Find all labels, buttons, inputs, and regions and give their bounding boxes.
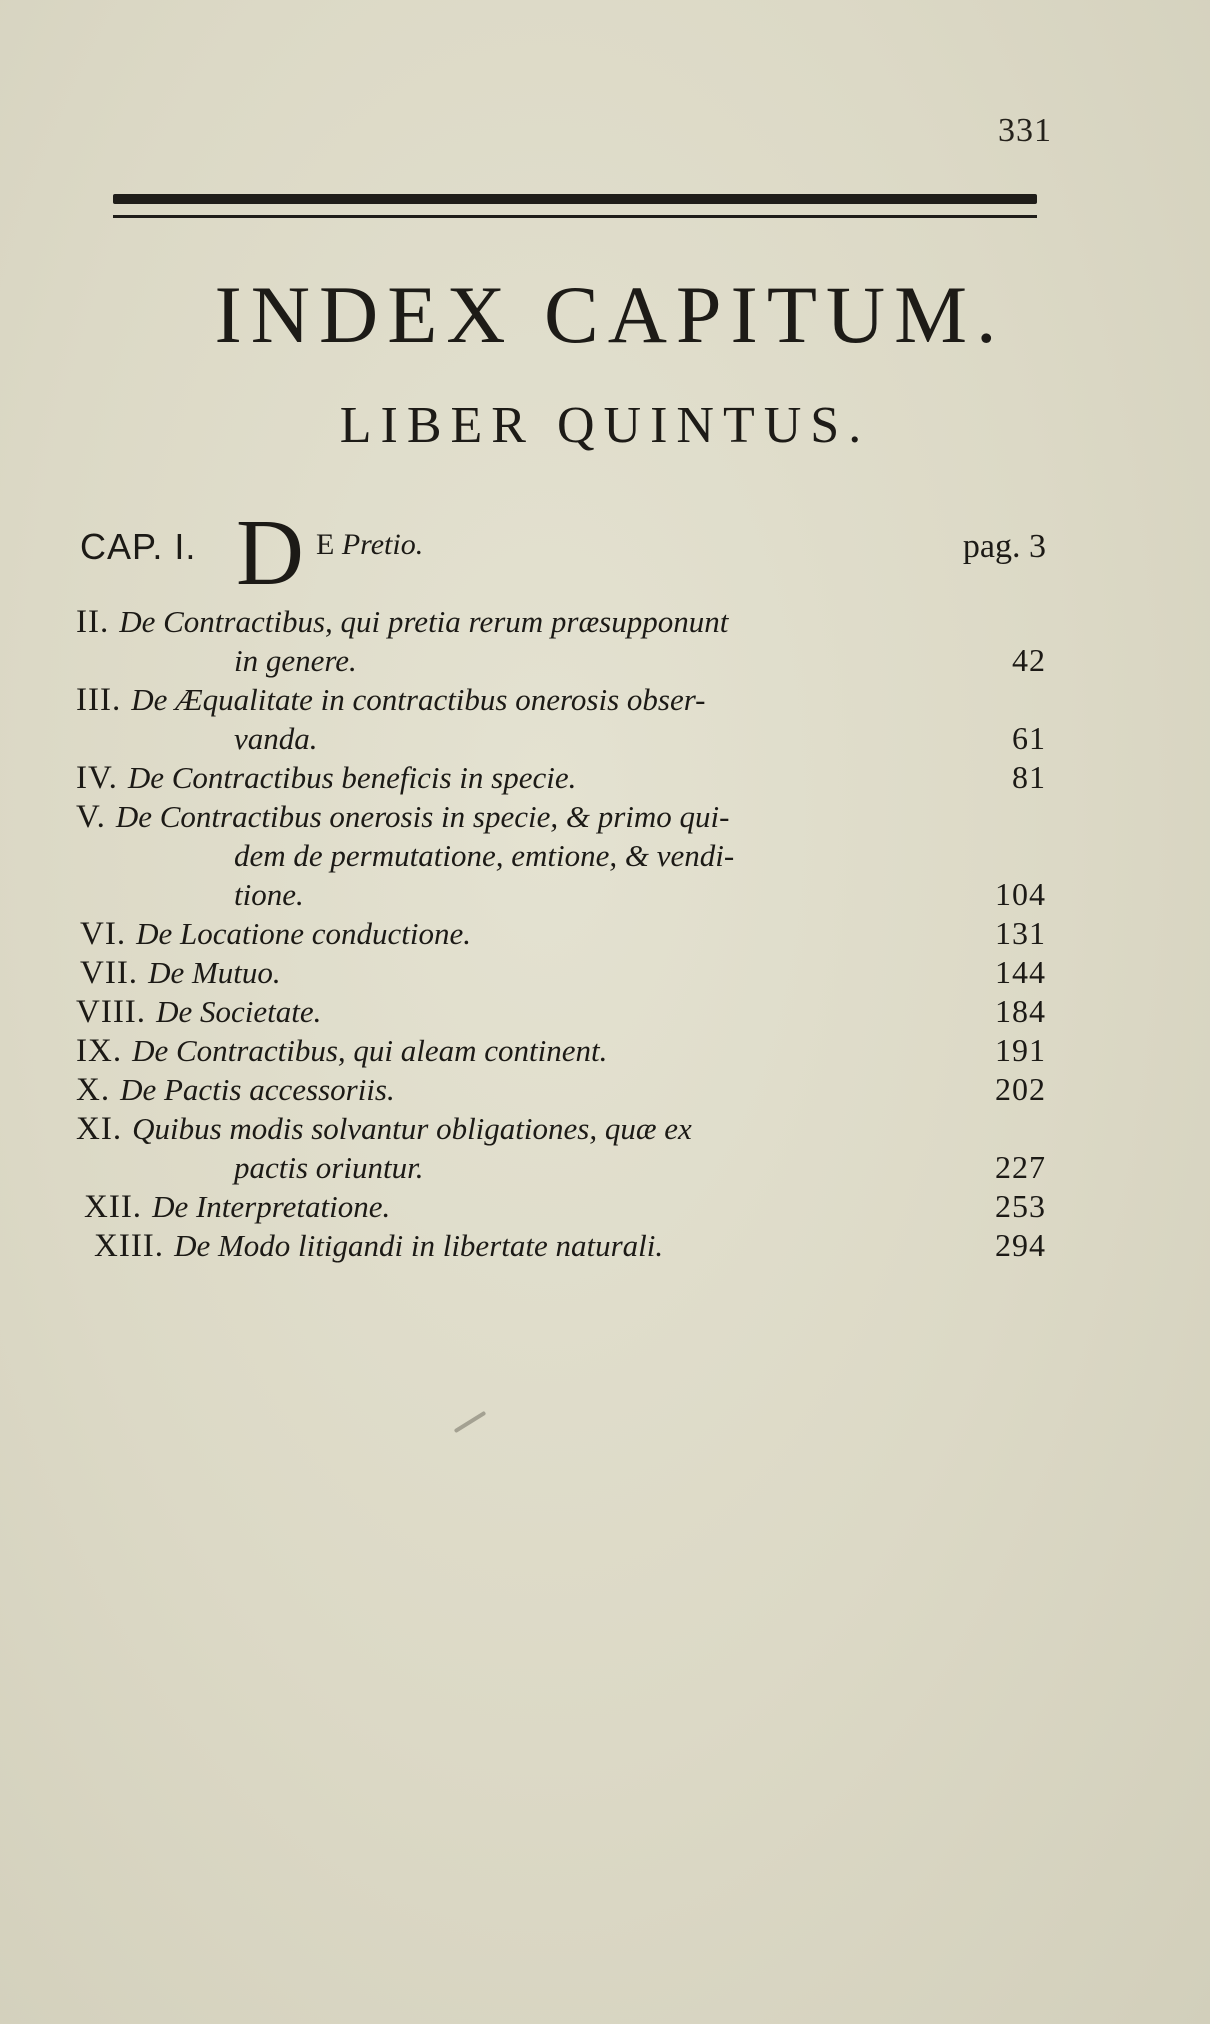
chapter-line	[76, 641, 1046, 680]
chapter-title-text: vanda.	[234, 721, 318, 756]
chapter-number: XIII.	[94, 1228, 165, 1264]
chapter-title-text: De Mutuo.	[148, 955, 281, 990]
chapter-line	[76, 1070, 1046, 1109]
chapter-line	[76, 680, 1046, 719]
chapter-page-number: 253	[995, 1188, 1046, 1224]
chapter-title-text: De Contractibus beneficis in specie.	[127, 760, 577, 795]
chapter-title-text: in genere.	[234, 643, 357, 678]
chapter-line	[80, 914, 1046, 953]
page-number: 331	[998, 112, 1052, 149]
chapter-page-number: 61	[1012, 720, 1046, 756]
chapter-number: VI.	[80, 916, 127, 952]
chapter-entry	[76, 1031, 1046, 1070]
chapter-entry	[84, 1187, 1046, 1226]
chapter-number: IV.	[76, 760, 118, 796]
chapter-page-number: 104	[995, 876, 1046, 912]
chapter-number: III.	[76, 682, 122, 718]
chapter-title-text: tione.	[234, 877, 304, 912]
chapter-line	[80, 953, 1046, 992]
chapter-entry	[76, 1070, 1046, 1109]
chapter-entry	[76, 1109, 1046, 1187]
chapter-entry	[76, 992, 1046, 1031]
header-rule-thin	[113, 215, 1037, 218]
chapter-line	[76, 797, 1046, 836]
chapter-entry	[76, 602, 1046, 680]
page-label: pag. 3	[962, 528, 1046, 565]
chapter-line	[76, 1031, 1046, 1070]
chapter-number: IX.	[76, 1033, 123, 1069]
chapter-line	[76, 719, 1046, 758]
chapter-title-text: Quibus modis solvantur obligationes, quæ ex	[132, 1111, 692, 1146]
chapter-page-number: 144	[995, 954, 1046, 990]
chapter-number: VIII.	[76, 994, 147, 1030]
chapter-line	[76, 758, 1046, 797]
chapter-line	[76, 1109, 1046, 1148]
chapter-title-text: De Pactis accessoriis.	[120, 1072, 395, 1107]
ink-smudge	[454, 1411, 487, 1433]
header-rule-thick	[113, 194, 1037, 204]
chapter-entry	[76, 797, 1046, 914]
chapter-title-text: De Interpretatione.	[152, 1189, 391, 1224]
chapter-number: XII.	[84, 1189, 143, 1225]
chapter-line	[76, 875, 1046, 914]
index-title: INDEX CAPITUM.	[214, 269, 1006, 360]
chapter-page-number: 202	[995, 1071, 1046, 1107]
chapter-number: VII.	[80, 955, 139, 991]
chapter-title-italic: Pretio.	[341, 528, 424, 561]
book-title: LIBER QUINTUS.	[339, 397, 871, 454]
chapter-page-number: 191	[995, 1032, 1046, 1068]
chapter-entry	[80, 953, 1046, 992]
chapter-title-small: E	[316, 528, 342, 561]
chapter-title-text: De Contractibus, qui aleam continent.	[132, 1033, 608, 1068]
chapter-line	[76, 602, 1046, 641]
chapter-prefix: CAP. I.	[80, 526, 197, 567]
chapter-title-text: De Æqualitate in contractibus onerosis obser-	[131, 682, 706, 717]
chapter-entry	[76, 680, 1046, 758]
chapter-line	[94, 1226, 1046, 1265]
drop-capital: D	[236, 501, 304, 605]
chapter-entry	[80, 914, 1046, 953]
chapter-page-number: 227	[995, 1149, 1046, 1185]
chapter-line	[76, 836, 1046, 875]
chapter-title-text: De Locatione conductione.	[136, 916, 471, 951]
chapter-number: X.	[76, 1072, 111, 1108]
chapter-number: II.	[76, 604, 110, 640]
chapter-entry	[76, 758, 1046, 797]
chapter-title-text: pactis oriuntur.	[234, 1150, 424, 1185]
chapter-number: XI.	[76, 1111, 123, 1147]
chapter-page-number: 184	[995, 993, 1046, 1029]
chapter-page-number: 81	[1012, 759, 1046, 795]
chapter-title-text: De Societate.	[156, 994, 322, 1029]
chapter-page-number: 294	[995, 1227, 1046, 1263]
chapter-entry	[94, 1226, 1046, 1265]
chapter-title-text: De Modo litigandi in libertate naturali.	[174, 1228, 664, 1263]
chapter-title-text: De Contractibus, qui pretia rerum præsupponunt	[119, 604, 729, 639]
chapter-line	[84, 1187, 1046, 1226]
chapter-entry-first	[80, 501, 1046, 605]
chapter-number: V.	[76, 799, 106, 835]
chapter-line	[76, 992, 1046, 1031]
chapter-title-text: dem de permutatione, emtione, & vendi-	[234, 838, 735, 873]
chapter-line	[76, 1148, 1046, 1187]
chapter-title	[316, 528, 423, 562]
chapter-title-text: De Contractibus onerosis in specie, & primo qui-	[115, 799, 730, 834]
chapter-page-number: 131	[995, 915, 1046, 951]
chapter-page-number: 42	[1012, 642, 1046, 678]
